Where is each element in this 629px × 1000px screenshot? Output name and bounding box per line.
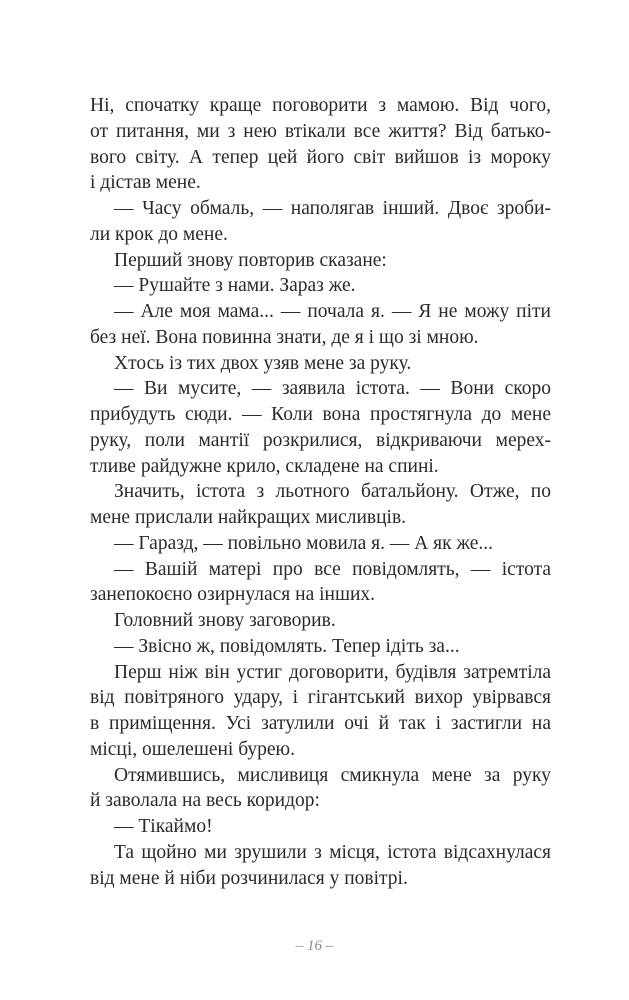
- text-line: — Вашій матері про все повідомлять, — істота: [114, 558, 551, 580]
- paragraph: [90, 273, 551, 299]
- paragraph: [90, 531, 551, 557]
- text-line: без неї. Вона повинна знати, де я і що зі мною.: [90, 326, 479, 348]
- paragraph: [90, 608, 551, 634]
- paragraph: [90, 634, 551, 660]
- text-line: — Але моя мама... — почала я. — Я не можу піти: [114, 301, 551, 322]
- text-line: Ні, спочатку краще поговорити з мамою. Від чого,: [90, 95, 551, 116]
- text-line: — Тікаймо!: [114, 816, 213, 837]
- text-line: місці, ошелешені бурею.: [90, 738, 295, 760]
- text-line: Головний знову заговорив.: [114, 610, 336, 631]
- text-line: вого світу. А тепер цей його світ вийшов із мороку: [90, 146, 551, 168]
- paragraph: [90, 248, 551, 274]
- text-line: от питання, ми з нею втікали все життя? Від батько-: [90, 120, 551, 142]
- paragraph: [90, 660, 551, 763]
- text-line: від повітряного удару, і гігантський вихор увірвався: [90, 687, 551, 709]
- paragraph: [90, 763, 551, 815]
- text-line: Отямившись, мисливиця смикнула мене за руку: [114, 764, 551, 786]
- text-line: прибудуть сюди. — Коли вона простягнула до мене: [90, 404, 551, 425]
- text-line: — Часу обмаль, — наполягав інший. Двоє зроби-: [114, 198, 551, 219]
- text-line: мене прислали найкращих мисливців.: [90, 507, 407, 528]
- paragraph: [90, 814, 551, 840]
- text-line: тливе райдужне крило, складене на спині.: [90, 455, 439, 477]
- text-line: Значить, істота з льотного батальйону. Отже, по: [114, 481, 551, 503]
- text-line: Хтось із тих двох узяв мене за руку.: [114, 352, 412, 374]
- text-line: руку, поли мантії розкрилися, відкриваючи мерех-: [90, 429, 551, 451]
- body-text: [90, 93, 551, 891]
- text-line: — Рушайте з нами. Зараз же.: [114, 275, 356, 297]
- text-line: Перший знову повторив сказане:: [114, 249, 387, 271]
- paragraph: [90, 196, 551, 248]
- text-line: в приміщення. Усі затулили очі й так і застигли на: [90, 713, 551, 734]
- text-line: — Гаразд, — повільно мовила я. — А як же...: [114, 532, 493, 554]
- text-line: — Звісно ж, повідомлять. Тепер ідіть за...: [114, 635, 460, 657]
- text-line: від мене й ніби розчинилася у повітрі.: [90, 867, 408, 889]
- page-number: – 16 –: [295, 938, 334, 954]
- text-line: й заволала на весь коридор:: [90, 790, 320, 812]
- paragraph: [90, 351, 551, 377]
- text-line: — Ви мусите, — заявила істота. — Вони скоро: [114, 378, 551, 400]
- text-line: Та щойно ми зрушили з місця, істота відсахнулася: [114, 841, 551, 863]
- paragraph: [90, 840, 551, 892]
- paragraph: [90, 479, 551, 531]
- paragraph: [90, 557, 551, 609]
- text-line: занепокоєно озирнулася на інших.: [90, 584, 376, 606]
- paragraph: [90, 376, 551, 479]
- text-line: і дістав мене.: [90, 172, 201, 194]
- text-line: Перш ніж він устиг договорити, будівля затремтіла: [114, 661, 551, 683]
- paragraph: [90, 93, 551, 196]
- text-line: ли крок до мене.: [90, 223, 228, 245]
- paragraph: [90, 299, 551, 351]
